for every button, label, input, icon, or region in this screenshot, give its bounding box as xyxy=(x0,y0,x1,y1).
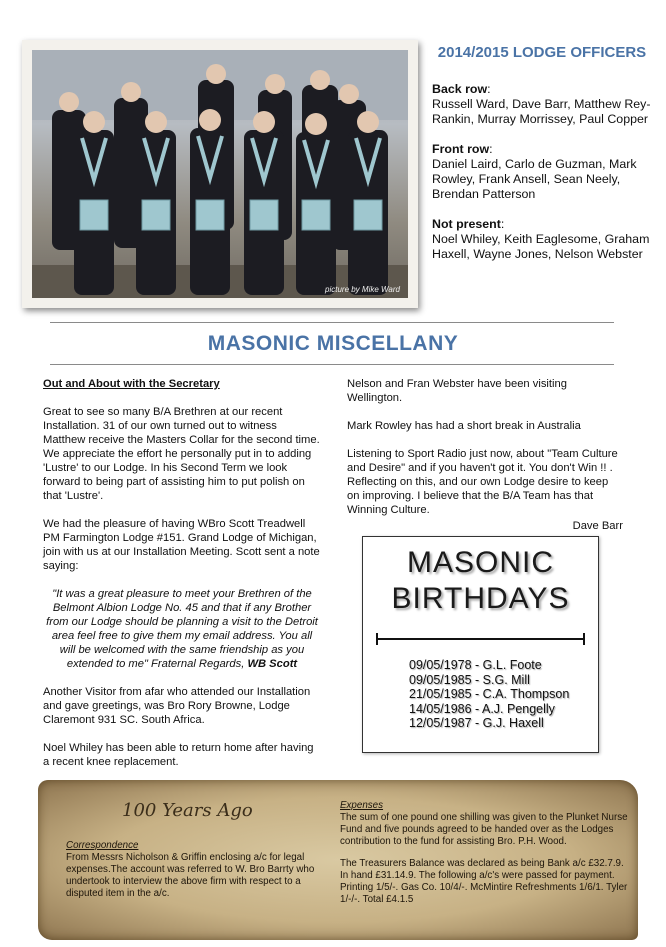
correspondence-heading: Correspondence xyxy=(66,840,139,851)
birthday-entry: 21/05/1985 - C.A. Thompson xyxy=(409,687,570,701)
news-paragraph-3: Listening to Sport Radio just now, about "Team Culture and Desire" and if you haven't got it. You don't Win !! . Reflecting on this, and our own Lodge desire to keep on improving. I believe that the B/A Team has that Winning Culture. xyxy=(347,448,618,516)
secretary-paragraph-4: Noel Whiley has been able to return home after having a recent knee replacement. xyxy=(43,742,314,768)
back-row-label: Back row xyxy=(432,82,488,96)
lodge-officers-photo-frame xyxy=(22,40,418,308)
visitor-quote xyxy=(43,587,321,671)
news-paragraph-2: Mark Rowley has had a short break in Australia xyxy=(347,420,581,432)
not-present-names: Noel Whiley, Keith Eaglesome, Graham Haxell, Wayne Jones, Nelson Webster xyxy=(432,232,650,261)
photo-credit: picture by Mike Ward xyxy=(325,285,400,294)
secretary-column xyxy=(43,377,321,783)
birthdays-box xyxy=(362,536,599,753)
expenses-text-1: The sum of one pound one shilling was given to the Plunket Nurse Fund and five pounds agreed to be handed over as the Lodges contribution to the fund for assisting Bro. P.H. Wood. xyxy=(340,812,628,847)
quote-text: "It was a great pleasure to meet your Brethren of the Belmont Albion Lodge No. 45 and that if any Brother from our Lodge should be planning a visit to the Detroit area feel free to give them my email address. You all will be welcomed with the same friendship as you extended to me" Fraternal Regards, xyxy=(46,588,318,670)
expenses-text-2: The Treasurers Balance was declared as being Bank a/c £32.7.9. In hand £31.14.9. The following a/c's were passed for payment. Printing 1/5/-. Gas Co. 10/4/-. McMintire Refreshments 1/6/1. Tyler 1/-/-. Total £4.1.5 xyxy=(340,858,628,905)
correspondence-text: From Messrs Nicholson & Griffin enclosing a/c for legal expenses.The account was referred to W. Bro Barrty who undertook to interview the above firm with respect to a disputed item in the a/c. xyxy=(66,852,315,899)
birthday-entry: 14/05/1986 - A.J. Pengelly xyxy=(409,701,555,716)
secretary-paragraph-3: Another Visitor from afar who attended our Installation and gave greetings, was Bro Rory Browne, Lodge Claremont 931 SC. South Africa. xyxy=(43,686,311,726)
birthdays-heading-line-2: BIRTHDAYS xyxy=(391,582,570,615)
birthdays-divider xyxy=(376,638,585,640)
history-title: 100 Years Ago xyxy=(122,800,253,821)
birthday-entry: 12/05/1987 - G.J. Haxell xyxy=(409,716,544,730)
officers-panel xyxy=(432,44,652,277)
expenses-section xyxy=(340,800,630,916)
quote-signature: WB Scott xyxy=(247,658,298,670)
birthdays-list xyxy=(409,658,569,731)
front-row-label: Front row xyxy=(432,142,490,156)
group-photo-illustration xyxy=(32,50,408,298)
divider-top xyxy=(50,322,614,323)
back-row-group: Back row: Russell Ward, Dave Barr, Matthew Rey-Rankin, Murray Morrissey, Paul Copper xyxy=(432,82,651,126)
author-signature: Dave Barr xyxy=(572,520,623,532)
not-present-label: Not present xyxy=(432,217,501,231)
divider-bottom xyxy=(50,364,614,365)
lodge-officers-photo xyxy=(32,50,408,298)
correspondence-section xyxy=(66,840,324,900)
back-row-names: Russell Ward, Dave Barr, Matthew Rey-Rankin, Murray Morrissey, Paul Copper xyxy=(432,97,651,126)
birthdays-heading-line-1: MASONIC xyxy=(406,546,554,579)
news-paragraph-1: Nelson and Fran Webster have been visiting Wellington. xyxy=(347,378,567,404)
front-row-group: Front row: Daniel Laird, Carlo de Guzman, Mark Rowley, Frank Ansell, Sean Neely, Brendan Patterson xyxy=(432,142,637,201)
officers-title: 2014/2015 LODGE OFFICERS xyxy=(437,44,647,61)
expenses-heading: Expenses xyxy=(340,800,384,811)
birthday-entry: 09/05/1978 - G.L. Foote xyxy=(409,658,542,672)
secretary-paragraph-1: Great to see so many B/A Brethren at our recent Installation. 31 of our own turned out to witness Matthew receive the Masters Collar for the second time. We appreciate the effort he personally put in to adding 'Lustre' to our Lodge. In his Second Term we look forward to being part of assisting him to put polish on that 'Lustre'. xyxy=(43,406,320,502)
news-column xyxy=(347,377,623,547)
miscellany-title: MASONIC MISCELLANY xyxy=(207,332,459,355)
birthday-entry: 09/05/1985 - S.G. Mill xyxy=(409,672,530,687)
history-parchment xyxy=(38,780,638,940)
secretary-heading: Out and About with the Secretary xyxy=(43,378,220,390)
secretary-paragraph-2: We had the pleasure of having WBro Scott Treadwell PM Farmington Lodge #151. Grand Lodge of Michigan, join with us at our Installation Meeting. Scott sent a note saying: xyxy=(43,518,320,572)
not-present-group: Not present: Noel Whiley, Keith Eaglesome, Graham Haxell, Wayne Jones, Nelson Webster xyxy=(432,217,650,261)
front-row-names: Daniel Laird, Carlo de Guzman, Mark Rowley, Frank Ansell, Sean Neely, Brendan Patterson xyxy=(432,157,637,201)
